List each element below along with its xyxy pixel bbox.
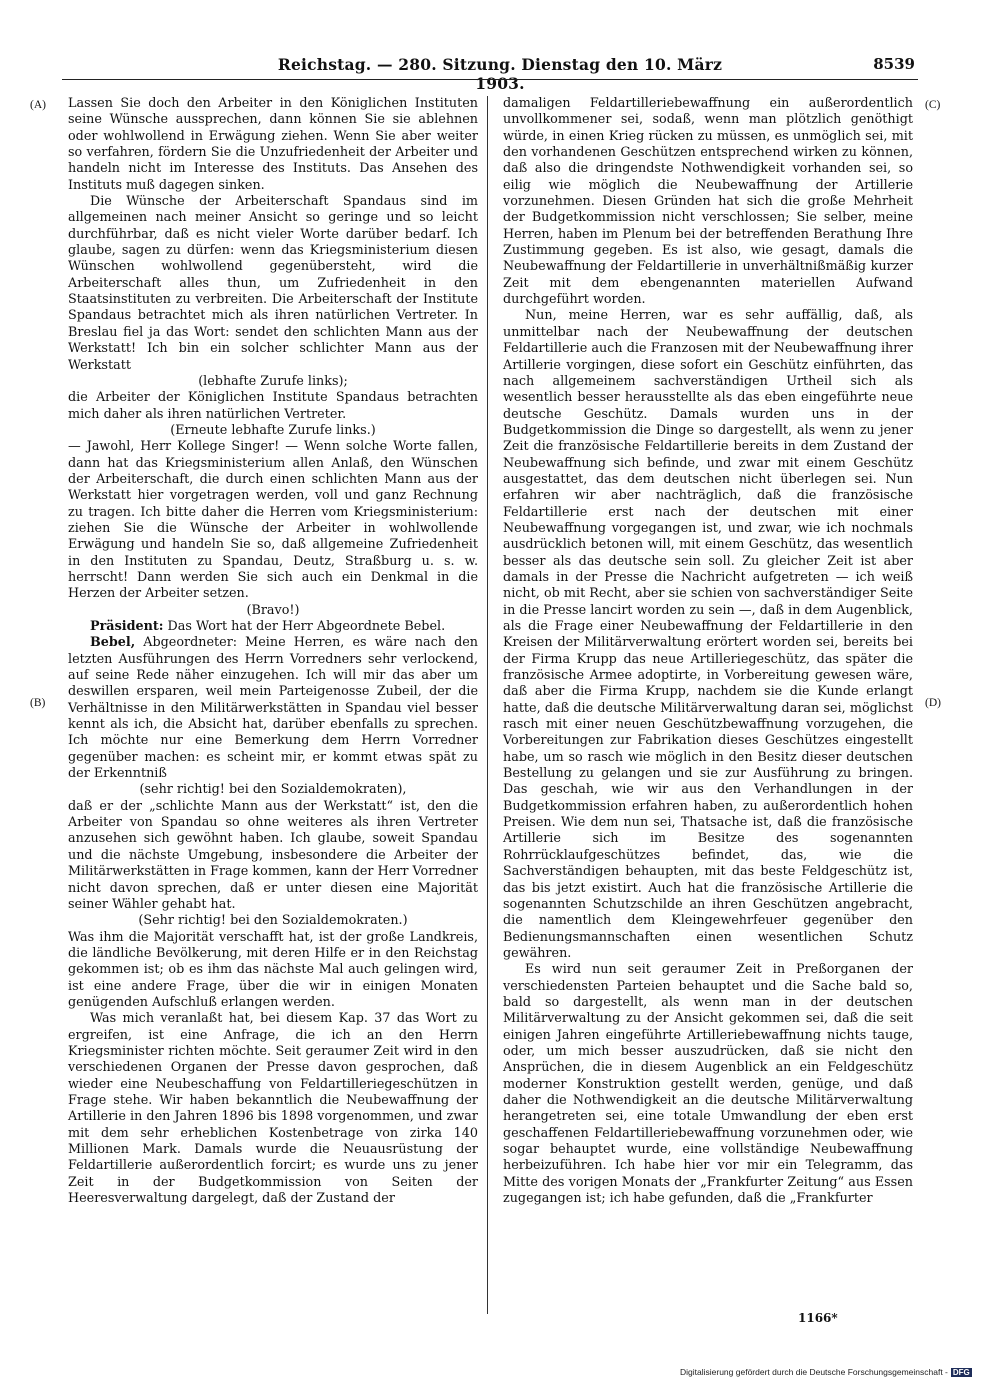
page-title: Reichstag. — 280. Sitzung. Dienstag den 10. März 1903. xyxy=(277,55,723,93)
paragraph xyxy=(68,96,478,194)
paragraph-text: — Jawohl, Herr Kollege Singer! — Wenn solche Worte fallen, dann hat das Kriegsministerium allen Anlaß, den Wünschen der Arbeiterschaft, die durch einen schlichten Mann aus der Werkstatt hier vorgetragen werden, voll und ganz Rechnung zu tragen. Ich bitte daher die Herren vom Kriegsministerium: ziehen Sie die Wünsche der Arbeiter in wohlwollende Erwägung und handeln Sie so, daß allgemeine Zufriedenheit in den Instituten zu Spandau, Deutz, Straßburg u. s. w. herrscht! Dann werden Sie sich auch ein Denkmal in die Herzen der Arbeiter setzen. xyxy=(68,439,478,602)
paragraph xyxy=(68,194,478,374)
paragraph-text: Die Wünsche der Arbeiterschaft Spandaus sind im allgemeinen nach meiner Ansicht so geringe und so leicht durchführbar, daß es nicht vieler Worte darüber bedarf. Ich glaube, sagen zu dürfen: wenn das Kriegsministerium diesen Wünschen wohlwollend gegenübersteht, wird die Arbeiterschaft alles thun, um Zufriedenheit in den Staatsinstituten zu verbreiten. Die Arbeiterschaft der Institute Spandaus betrachtet mich als ihren natürlichen Vertreter. In Breslau fiel ja das Wort: sendet den schlichten Mann aus der Werkstatt! Ich bin ein solcher schlichter Mann aus der Werkstatt xyxy=(68,194,478,373)
margin-marker-c: (C) xyxy=(925,99,941,111)
paragraph-text: daß er der „schlichte Mann aus der Werkstatt“ ist, den die Arbeiter von Spandau so ohne weiteres als ihren Vertreter anzusehen sich gewöhnt haben. Ich glaube, soweit Spandau und die nächste Umgebung, insbesondere die Arbeiter der Militärwerkstätten in Frage kommen, kann der Herr Vorredner nicht davon sprechen, daß er unter diesen eine Majorität seiner Wähler gehabt hat. xyxy=(68,798,478,912)
speaker-name: Bebel, xyxy=(90,635,136,651)
right-column xyxy=(503,96,913,1207)
interjection xyxy=(68,603,478,619)
paragraph xyxy=(503,96,913,308)
footer-text: Digitalisierung gefördert durch die Deutsche Forschungsgemeinschaft - xyxy=(680,1367,948,1377)
left-column xyxy=(68,96,478,1207)
paragraph xyxy=(68,390,478,423)
paragraph-text: (Sehr richtig! bei den Sozialdemokraten.) xyxy=(138,913,408,929)
interjection xyxy=(68,913,478,929)
speaker-name: Präsident: xyxy=(90,619,164,634)
paragraph-text: Abgeordneter: Meine Herren, es wäre nach den letzten Ausführungen des Herrn Vorredners sehr verlockend, auf seine Rede näher einzugehen. Ich will mir das aber um deswillen ersparen, weil mein Parteigenosse Zubeil, der die Verhältnisse in den Militärwerkstätten in Spandau viel besser kennt als ich, die Absicht hat, darüber ebenfalls zu sprechen. Ich möchte nur eine Bemerkung dem Herrn Vorredner gegenüber machen: es scheint mir, er kommt etwas spät zu der Erkenntniß xyxy=(68,635,478,782)
paragraph-text: die Arbeiter der Königlichen Institute Spandaus betrachten mich daher als ihren natürlichen Vertreter. xyxy=(68,390,478,422)
margin-marker-b: (B) xyxy=(30,697,46,709)
paragraph-text: damaligen Feldartilleriebewaffnung ein außerordentlich unvollkommener sei, sodaß, wenn man plötzlich genöthigt würde, in einen Krieg rücken zu müssen, es unmöglich sei, mit den vorhandenen Geschützen entsprechend wirken zu können, daß also die dringendste Nothwendigkeit vorhanden sei, so eilig wie möglich die Neubewaffnung der Artillerie vorzunehmen. Diesen Gründen hat sich die große Mehrheit der Budgetkommission nicht verschlossen; Sie selber, meine Herren, haben im Plenum bei der betreffenden Berathung Ihre Zustimmung gegeben. Es ist also, wie gesagt, damals die Neubewaffnung der Feldartillerie in unverhältnißmäßig kurzer Zeit mit dem ebengenannten materiellen Aufwand durchgeführt worden. xyxy=(503,96,913,308)
paragraph xyxy=(68,1011,478,1207)
signature-mark: 1166* xyxy=(798,1311,838,1325)
paragraph-text: Was mich veranlaßt hat, bei diesem Kap. 37 das Wort zu ergreifen, ist eine Anfrage, die ich an den Herrn Kriegsminister richten möchte. Seit geraumer Zeit wird in den verschiedenen Organen der Presse davon gesprochen, daß wieder eine Neubeschaffung von Feldartilleriegeschützen in Frage stehe. Wir haben bekanntlich die Neubewaffnung der Artillerie in den Jahren 1896 bis 1898 vorgenommen, und zwar mit dem sehr erheblichen Kostenbetrage von zirka 140 Millionen Mark. Damals wurde die Neuausrüstung der Feldartillerie außerordentlich forcirt; es wurde uns zu jener Zeit in der Budgetkommission von Seiten der Heeresverwaltung dargelegt, daß der Zustand der xyxy=(68,1011,478,1207)
header-rule xyxy=(62,79,918,80)
interjection xyxy=(68,423,478,439)
dfg-logo: DFG xyxy=(952,1368,970,1377)
paragraph-text: Lassen Sie doch den Arbeiter in den Königlichen Instituten seine Wünsche aussprechen, dann können Sie sie ablehnen oder wohlwollend in Erwägung ziehen. Wenn Sie aber weiter so verfahren, fördern Sie die Unzufriedenheit der Arbeiter und handeln nicht im Interesse des Instituts. Das Ansehen des Instituts muß dagegen sinken. xyxy=(68,96,478,193)
paragraph xyxy=(68,619,478,635)
paragraph xyxy=(68,439,478,602)
column-divider xyxy=(487,96,488,1314)
paragraph-text: Was ihm die Majorität verschafft hat, ist der große Landkreis, die ländliche Bevölkerung, mit deren Hilfe er in den Reichstag gekommen ist; ob es ihm das nächste Mal auch gelingen wird, ist eine andere Frage, über die wir in einigen Monaten genügenden Aufschluß erlangen werden. xyxy=(68,929,478,1010)
interjection xyxy=(68,782,478,798)
paragraph-text: Es wird nun seit geraumer Zeit in Preßorganen der verschiedensten Parteien behauptet und die Sache bald so, bald so dargestellt, als wenn man in der deutschen Militärverwaltung zu der Ansicht gekommen sei, daß die seit einigen Jahren eingeführte Artilleriebewaffnung nichts tauge, oder, um mich besser auszudrücken, daß sie nicht den Ansprüchen, die in diesem Augenblick an ein Feldgeschütz moderner Konstruktion gestellt werden, genüge, und daß daher die Nothwendigkeit an die deutsche Militärverwaltung herangetreten sei, eine totale Umwandlung der eben erst geschaffenen Feldartilleriebewaffnung vorzunehmen oder, wie sogar behauptet wurde, eine vollständige Neubewaffnung herbeizuführen. Ich habe hier vor mir ein Telegramm, das Mitte des vorigen Monats der „Frankfurter Zeitung“ aus Essen zugegangen ist; ich habe gefunden, daß die „Frankfurter xyxy=(503,962,913,1207)
paragraph-text: Nun, meine Herren, war es sehr auffällig, daß, als unmittelbar nach der Neubewaffnung der deutschen Feldartillerie auch die Franzosen mit der Neubewaffnung ihrer Artillerie vorgingen, diese sofort ein Geschütz einführten, das nach allgemeinem sachverständigen Urtheil sich als wesentlich besser herausstellte als das eben eingeführte neue deutsche Geschütz. Damals wurden uns in der Budgetkommission die Dinge so dargestellt, als wenn zu jener Zeit die französische Feldartillerie bereits in dem Zustand der Neubewaffnung sich befinde, und zwar mit einem Geschütz ausgestattet, das dem deutschen nicht überlegen sei. Nun erfahren wir aber nachträglich, daß die französische Feldartillerie erst nach der deutschen mit einer Neubewaffnung vorgegangen ist, und zwar, wie ich nochmals ausdrücklich betonen will, mit einem Geschütz, das wesentlich besser als das deutsche sein soll. Zu gleicher Zeit ist aber damals in der Presse die Nachricht aufgetreten — ich weiß nicht, ob mit Recht, aber sie schien von sachverständiger Seite in die Presse lancirt worden zu sein —, daß in dem Augenblick, als die Frage einer Neubewaffnung der Feldartillerie in den Kreisen der Militärverwaltung erörtert worden sei, bereits bei der Firma Krupp das neue Artilleriegeschütz, das später die französische Armee adoptirte, in Vorbereitung gewesen wäre, daß aber die Firma Krupp, nachdem sie die Kunde erlangt hatte, daß die deutsche Militärverwaltung daran sei, möglichst rasch mit einer neuen Geschützbewaffnung vorzugehen, die Vorbereitungen zur Fabrikation dieses Geschützes eingestellt habe, um so rasch wie möglich in den Besitz dieser deutschen Bestellung zu gelangen und sie zur Ausführung zu bringen. Das geschah, wie wir aus den Verhandlungen in der Budgetkommission erfahren haben, zu außerordentlich hohen Preisen. Wie dem nun sei, Thatsache ist, daß die französische Artillerie sich im Besitze des sogenannten Rohrrücklaufgeschützes befindet, das, wie die Sachverständigen behaupten, mit das beste Feldgeschütz ist, das bis jetzt existirt. Auch hat die französische Artillerie die sogenannten Schutzschilde an ihren Geschützen angebracht, die namentlich dem Kleingewehrfeuer gegenüber den Bedienungsmannschaften einen wesentlichen Schutz gewähren. xyxy=(503,308,913,961)
paragraph-text: Das Wort hat der Herr Abgeordnete Bebel. xyxy=(163,619,446,634)
interjection xyxy=(68,374,478,390)
page-number: 8539 xyxy=(873,55,915,73)
footer xyxy=(680,1367,972,1377)
paragraph-text: (Bravo!) xyxy=(246,602,300,618)
margin-marker-d: (D) xyxy=(925,697,941,709)
paragraph xyxy=(68,930,478,1012)
margin-marker-a: (A) xyxy=(30,99,46,111)
paragraph-text: (lebhafte Zurufe links); xyxy=(198,373,348,389)
paragraph xyxy=(503,962,913,1207)
paragraph-text: (sehr richtig! bei den Sozialdemokraten), xyxy=(139,782,407,798)
paragraph xyxy=(503,308,913,962)
paragraph-text: (Erneute lebhafte Zurufe links.) xyxy=(170,422,376,438)
page-header xyxy=(0,55,1000,93)
paragraph xyxy=(68,635,478,782)
paragraph xyxy=(68,799,478,913)
